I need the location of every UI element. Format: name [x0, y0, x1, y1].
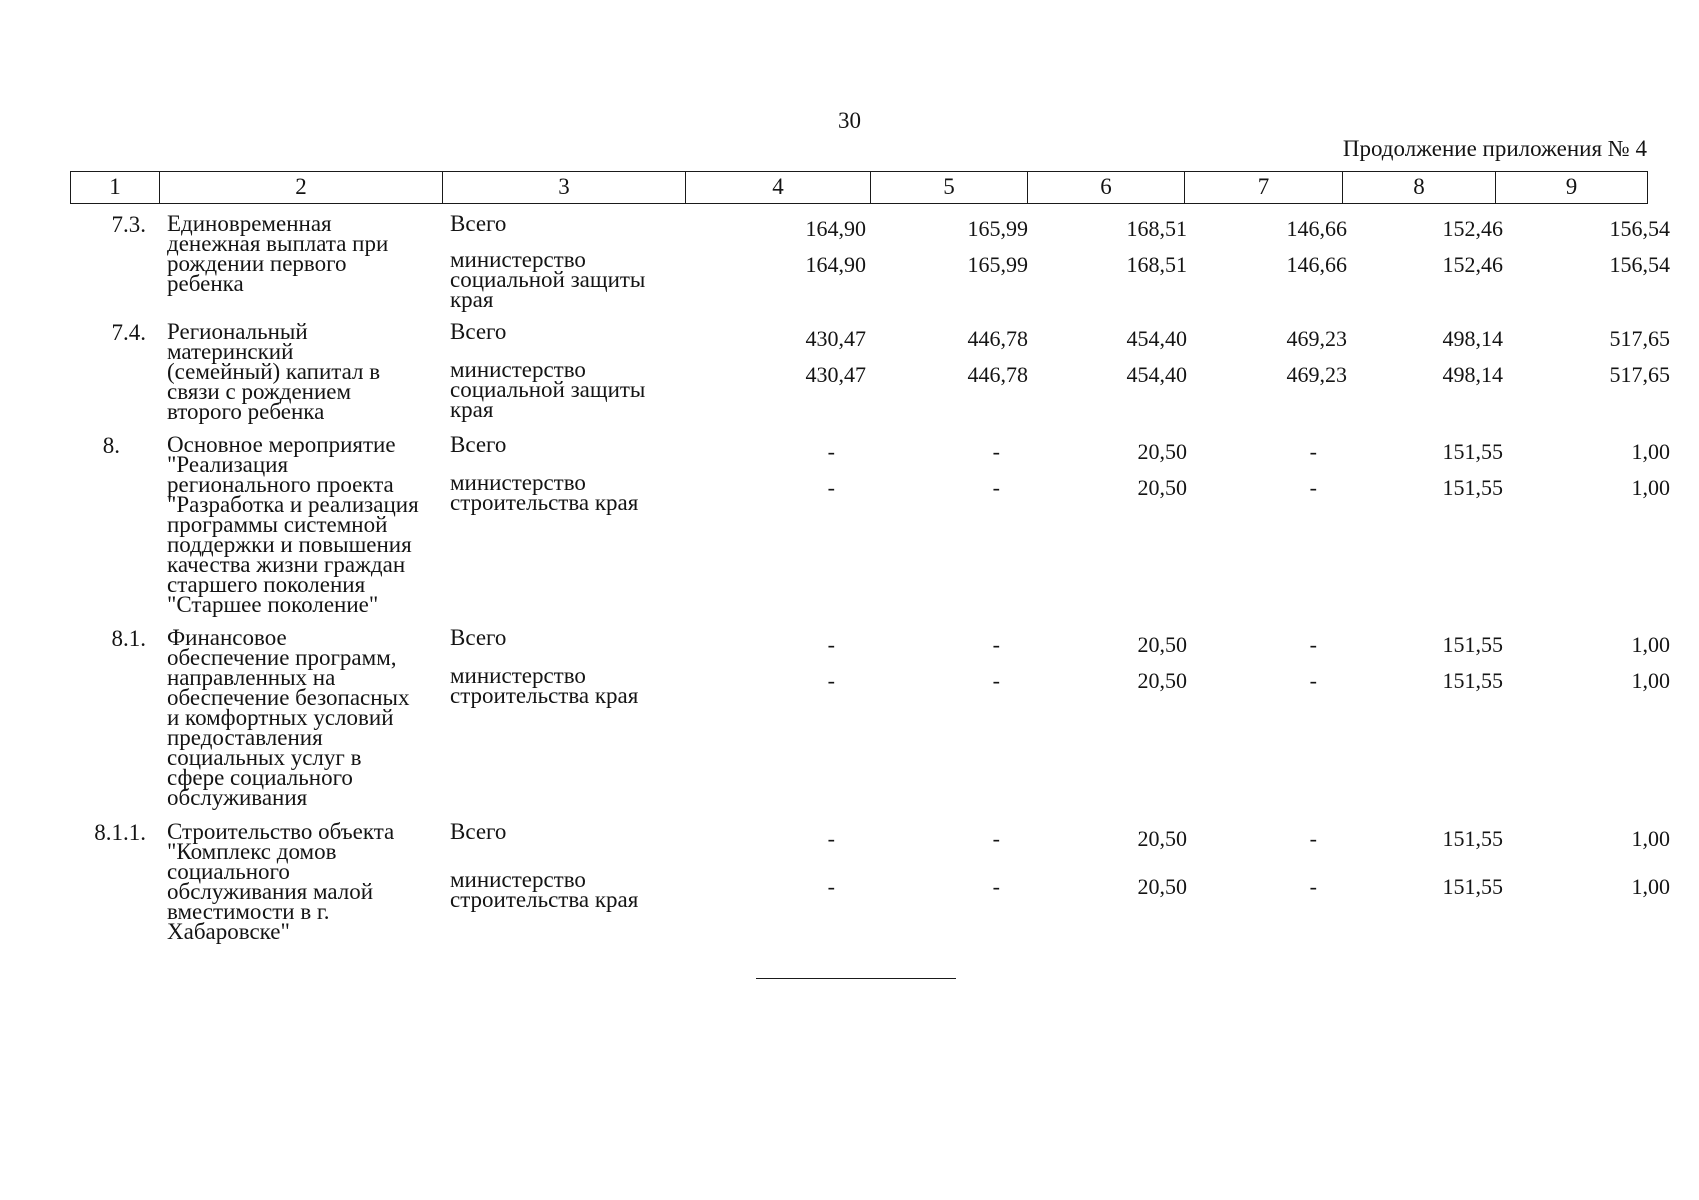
value-cell: -: [827, 826, 835, 851]
value-cell: -: [827, 632, 835, 657]
value-cell: 20,50: [1137, 632, 1187, 657]
value-cell: 430,47: [805, 326, 866, 351]
value-cell: 1,00: [1631, 826, 1670, 851]
value-cell: 152,46: [1442, 216, 1503, 241]
value-cell: -: [1309, 874, 1317, 899]
value-cell: 20,50: [1137, 475, 1187, 500]
row-title: Финансовое обеспечение программ, направленных на обеспечение безопасных и комфортных условий предоставления социальных услуг в сфере социального обслуживания: [167, 625, 410, 810]
value-cell: 498,14: [1442, 326, 1503, 351]
value-cell: -: [992, 668, 1000, 693]
value-cell: -: [992, 874, 1000, 899]
value-cell: 151,55: [1442, 874, 1503, 899]
header-cell: 2: [159, 172, 442, 203]
funding-source: Всего: [450, 625, 507, 650]
funding-source: Всего: [450, 319, 507, 344]
value-cell: 164,90: [805, 216, 866, 241]
row-number: 7.4.: [111, 320, 146, 345]
value-cell: 498,14: [1442, 362, 1503, 387]
value-cell: 20,50: [1137, 826, 1187, 851]
value-cell: 517,65: [1609, 326, 1670, 351]
header-cell: 7: [1184, 172, 1342, 203]
value-cell: 151,55: [1442, 475, 1503, 500]
value-cell: -: [827, 668, 835, 693]
value-cell: 1,00: [1631, 632, 1670, 657]
funding-source: министерство социальной защиты края: [450, 247, 646, 312]
value-cell: 165,99: [967, 252, 1028, 277]
value-cell: 146,66: [1286, 252, 1347, 277]
value-cell: 454,40: [1126, 362, 1187, 387]
value-cell: 165,99: [967, 216, 1028, 241]
funding-source: министерство строительства края: [450, 470, 639, 515]
funding-source: министерство социальной защиты края: [450, 357, 646, 422]
row-title: Основное мероприятие "Реализация регионального проекта "Разработка и реализация программы системной поддержки и повышения качества жизни граждан старшего поколения "Старшее поколение": [167, 432, 419, 617]
value-cell: 168,51: [1126, 216, 1187, 241]
value-cell: -: [992, 439, 1000, 464]
value-cell: 146,66: [1286, 216, 1347, 241]
end-of-document-rule: [756, 978, 956, 979]
funding-source: Всего: [450, 819, 507, 844]
row-title: Строительство объекта "Комплекс домов социального обслуживания малой вместимости в г. Хабаровске": [167, 819, 395, 944]
header-cell: 3: [442, 172, 685, 203]
header-cell: 4: [685, 172, 870, 203]
value-cell: 156,54: [1609, 252, 1670, 277]
value-cell: -: [827, 475, 835, 500]
value-cell: 454,40: [1126, 326, 1187, 351]
value-cell: 20,50: [1137, 668, 1187, 693]
value-cell: 1,00: [1631, 668, 1670, 693]
value-cell: -: [992, 475, 1000, 500]
row-title: Единовременная денежная выплата при рождении первого ребенка: [167, 211, 389, 296]
funding-source: министерство строительства края: [450, 663, 639, 708]
header-cell: 5: [870, 172, 1027, 203]
value-cell: 469,23: [1286, 326, 1347, 351]
funding-source: министерство строительства края: [450, 867, 639, 912]
value-cell: 20,50: [1137, 439, 1187, 464]
table-header-row: [70, 171, 1648, 204]
value-cell: -: [1309, 826, 1317, 851]
funding-source: Всего: [450, 432, 507, 457]
header-cell: 1: [109, 174, 121, 199]
value-cell: 152,46: [1442, 252, 1503, 277]
value-cell: 446,78: [967, 362, 1028, 387]
value-cell: -: [1309, 439, 1317, 464]
value-cell: -: [992, 826, 1000, 851]
row-number: 8.1.: [111, 626, 146, 651]
value-cell: 168,51: [1126, 252, 1187, 277]
value-cell: 517,65: [1609, 362, 1670, 387]
header-cell: 6: [1027, 172, 1184, 203]
value-cell: 151,55: [1442, 826, 1503, 851]
value-cell: 469,23: [1286, 362, 1347, 387]
funding-source: Всего: [450, 211, 507, 236]
value-cell: -: [827, 874, 835, 899]
value-cell: 430,47: [805, 362, 866, 387]
value-cell: 20,50: [1137, 874, 1187, 899]
page-number: 30: [838, 108, 861, 133]
value-cell: 1,00: [1631, 874, 1670, 899]
header-cell: 9: [1495, 172, 1647, 203]
value-cell: -: [1309, 668, 1317, 693]
value-cell: -: [992, 632, 1000, 657]
value-cell: 164,90: [805, 252, 866, 277]
continuation-caption: Продолжение приложения № 4: [1342, 136, 1647, 161]
value-cell: 151,55: [1442, 668, 1503, 693]
value-cell: -: [827, 439, 835, 464]
row-title: Региональный материнский (семейный) капитал в связи с рождением второго ребенка: [167, 319, 381, 424]
value-cell: 156,54: [1609, 216, 1670, 241]
row-number: 8.: [102, 433, 120, 458]
value-cell: 151,55: [1442, 439, 1503, 464]
value-cell: 446,78: [967, 326, 1028, 351]
value-cell: 1,00: [1631, 475, 1670, 500]
value-cell: -: [1309, 632, 1317, 657]
value-cell: 151,55: [1442, 632, 1503, 657]
row-number: 7.3.: [111, 212, 146, 237]
row-number: 8.1.1.: [94, 820, 146, 845]
header-cell: 8: [1342, 172, 1495, 203]
value-cell: 1,00: [1631, 439, 1670, 464]
value-cell: -: [1309, 475, 1317, 500]
